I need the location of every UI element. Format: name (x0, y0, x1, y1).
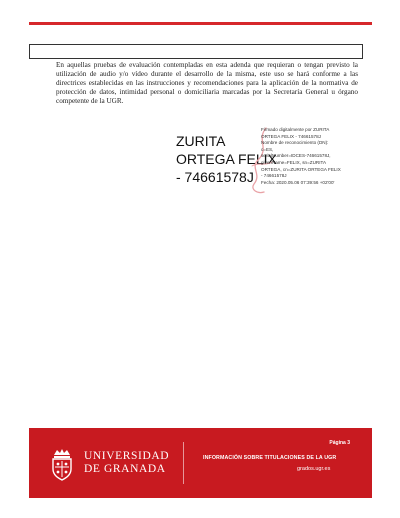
signature-detail-line: - 74661578J (261, 173, 287, 179)
site-link[interactable]: grados.ugr.es (297, 466, 331, 472)
signature-name-line: ORTEGA FELIX (176, 151, 277, 167)
top-red-rule (29, 22, 372, 25)
signature-detail-line: ORTEGA FELIX - 74661578J (261, 133, 321, 139)
footer-banner (29, 428, 372, 498)
header-box (29, 44, 363, 59)
signature-detail-line: Nombre de reconocimiento (DN): (261, 140, 329, 146)
info-title: INFORMACIÓN SOBRE TITULACIONES DE LA UGR (203, 455, 337, 461)
signature-detail-line: serialNumber=IDCES-74661578J, (261, 153, 331, 159)
page-number: Página 3 (329, 440, 350, 446)
body-paragraph: En aquellas pruebas de evaluación contempladas en esta adenda que requieran o tengan previsto la utilización de audio y/o vídeo durante el desarrollo de la misma, este uso se hará conforme a las directrices establecidas en las instrucciones y recomendaciones para la aplicación de la normativa de protección de datos, intimidad personal o domiciliaria marcadas por la Secretaría General u órgano competente de la UGR. (56, 61, 358, 105)
signature-name-line: - 74661578J (176, 169, 254, 185)
university-name-line2: DE GRANADA (84, 463, 166, 475)
signature-detail-line: Fecha: 2020.05.06 07:39:56 +02'00' (261, 179, 335, 185)
university-crest-icon (49, 447, 75, 481)
signature-name-line: ZURITA (176, 133, 226, 149)
signature-detail-line: c=ES, (261, 146, 274, 152)
university-name-line1: UNIVERSIDAD (84, 450, 170, 462)
signature-detail-line: givenName=FELIX, sn=ZURITA (261, 159, 327, 165)
footer-divider (183, 442, 184, 484)
signature-detail-line: ORTEGA, cn=ZURITA ORTEGA FELIX (261, 166, 341, 172)
signature-detail-line: Firmado digitalmente por ZURITA (261, 127, 330, 132)
digital-signature-details (261, 127, 347, 186)
